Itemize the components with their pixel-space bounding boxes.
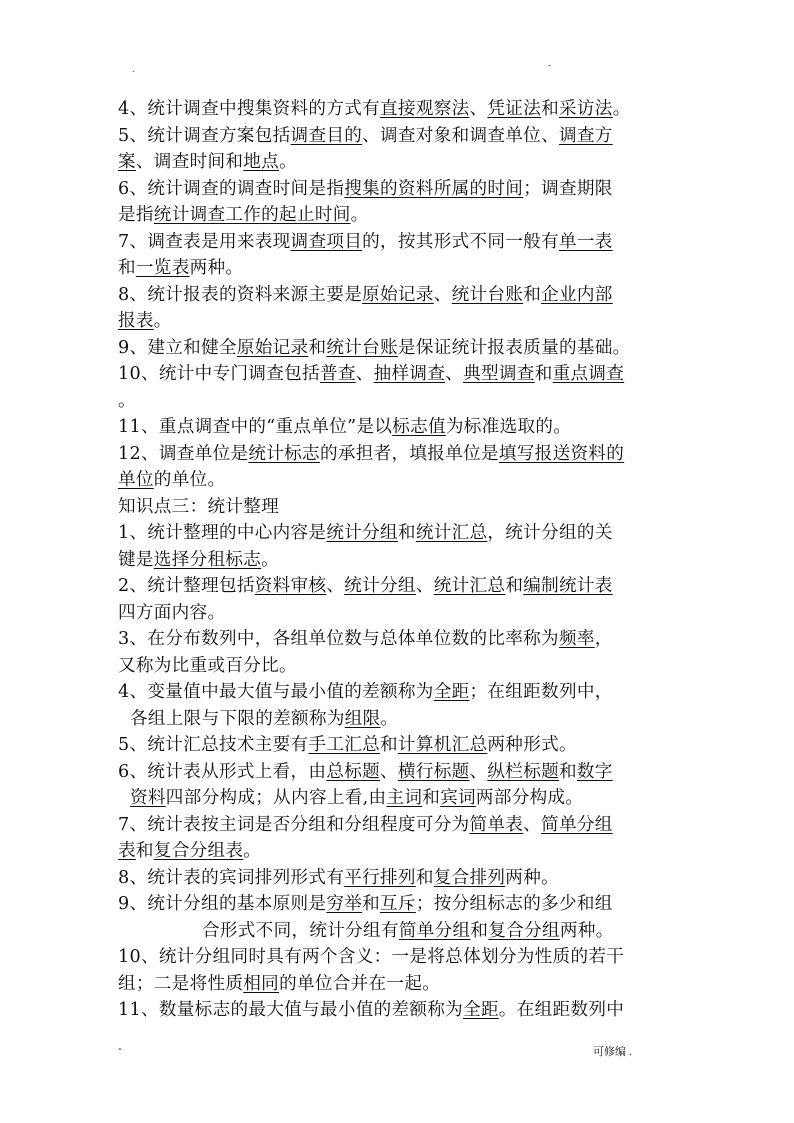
text-segment: 的单位。 — [153, 470, 226, 490]
text-line — [118, 891, 678, 918]
text-segment: 知识点三：统计整理 — [118, 496, 280, 517]
text-line — [118, 600, 678, 627]
underlined-term: 统计台账 — [326, 337, 398, 358]
text-segment: 。 — [243, 841, 262, 861]
text-line — [118, 812, 678, 839]
text-segment: 10、统计分组同时具有两个含义：一是将总体划分为性质的若干 — [118, 947, 625, 967]
text-segment: 的单位合并在一起。 — [279, 973, 441, 994]
underlined-term: 原始记录 — [362, 284, 434, 305]
underlined-term: 复合排列 — [433, 867, 506, 888]
text-line — [118, 388, 678, 415]
text-line — [118, 653, 678, 680]
text-segment: 和 — [415, 867, 434, 888]
text-segment: 8、统计报表的资料来源主要是 — [118, 284, 363, 305]
text-segment: 、 — [469, 99, 488, 119]
underlined-term: 全距 — [463, 1000, 499, 1020]
underlined-term: 单位 — [118, 470, 154, 490]
text-line — [118, 759, 678, 786]
underlined-term: 总标题 — [326, 761, 381, 782]
text-segment: 。 — [350, 205, 369, 225]
text-segment: 各组上限与下限的差额称为 — [130, 708, 345, 729]
text-segment: 、 — [523, 814, 542, 835]
underlined-term: 统计台账 — [451, 284, 524, 305]
text-line — [118, 971, 678, 998]
footer-editable-note: 可修编 . — [593, 1046, 633, 1058]
text-segment: 4、统计调查中搜集资料的方式有 — [118, 99, 381, 119]
text-segment: 。在组距数列中 — [498, 1000, 625, 1020]
text-segment: 5、统计汇总技术主要有 — [118, 735, 309, 755]
text-line — [118, 229, 678, 256]
underlined-term: 普查 — [319, 364, 356, 384]
underlined-term: 宾词 — [440, 788, 476, 808]
underlined-term: 数字 — [576, 761, 613, 782]
text-segment: 。 — [380, 708, 399, 729]
text-segment: ；按分组标志的多少和组 — [415, 894, 613, 914]
text-segment: 4、变量值中最大值与最小值的差额称为 — [118, 682, 434, 702]
text-segment: 为标准选取的。 — [445, 417, 572, 437]
text-line — [118, 308, 678, 335]
text-segment: 11、重点调查中的“重点单位”是以 — [118, 417, 393, 437]
text-segment: 、 — [355, 364, 374, 384]
text-segment: 、调查时间和 — [135, 152, 244, 172]
text-line — [118, 520, 678, 547]
text-segment: 的承担者，填报单位是 — [319, 443, 499, 464]
underlined-term: 原始记录 — [236, 337, 309, 358]
underlined-term: 主词 — [386, 788, 423, 808]
underlined-term: 互斥 — [380, 894, 416, 914]
text-segment: 和 — [505, 576, 524, 596]
text-line — [118, 997, 678, 1024]
text-segment: 组；二是将性质 — [118, 973, 244, 994]
text-segment: 10、统计中专门调查包括 — [118, 364, 320, 384]
underlined-term: 凭证法 — [487, 99, 542, 119]
underlined-term: 直接观察法 — [380, 99, 470, 119]
underlined-term: 相同 — [243, 973, 280, 994]
text-segment: 12、调查单位是 — [118, 443, 249, 464]
text-segment: 。 — [279, 152, 297, 172]
text-line — [118, 176, 678, 203]
text-line — [118, 361, 678, 388]
text-line — [118, 96, 678, 123]
text-line — [118, 414, 678, 441]
text-segment: 和 — [135, 841, 154, 861]
underlined-term: 典型调查 — [463, 364, 535, 384]
text-segment: 、 — [445, 364, 464, 384]
text-line — [118, 838, 678, 865]
underlined-term: 选择分租标志 — [153, 549, 262, 570]
text-segment: 的，按其形式不同一般有 — [362, 231, 559, 252]
text-segment: 又称为比重或百分比。 — [118, 655, 297, 676]
text-segment: ， — [594, 629, 613, 649]
underlined-term: 手工汇总 — [308, 735, 381, 755]
underlined-term: 复合分组 — [488, 920, 560, 941]
underlined-term: 简单表 — [469, 814, 524, 835]
text-line — [118, 255, 678, 282]
footer-left-mark: - — [118, 1043, 122, 1055]
text-segment: 1、统计整理的中心内容是 — [118, 523, 327, 543]
text-segment: ，统计分组的关 — [487, 523, 613, 543]
underlined-term: 抽样调查 — [373, 364, 446, 384]
underlined-term: 统计调查工作的起止时间 — [153, 205, 351, 225]
document-body — [118, 96, 678, 1024]
text-segment: ；在组距数列中， — [469, 682, 613, 702]
header-right-mark: - — [548, 60, 551, 70]
underlined-term: 搜集的资料所属的时间 — [344, 178, 524, 199]
text-segment: ；调查期限 — [523, 178, 613, 199]
text-line — [118, 918, 678, 945]
text-segment: 和 — [380, 735, 398, 755]
text-segment: 。 — [612, 99, 631, 119]
text-segment: 和 — [422, 788, 441, 808]
underlined-term: 全距 — [433, 682, 470, 702]
underlined-term: 频率 — [558, 629, 595, 649]
text-line — [118, 441, 678, 468]
text-line — [118, 785, 678, 812]
underlined-term: 企业内部 — [541, 284, 613, 305]
text-segment: 和 — [470, 920, 489, 941]
text-segment: 和 — [558, 761, 577, 782]
text-segment: 、 — [433, 284, 452, 305]
text-line — [118, 865, 678, 892]
text-segment: 和 — [308, 337, 327, 358]
text-line — [118, 467, 678, 494]
underlined-term: 资料审核 — [254, 576, 327, 596]
text-segment: 两种形式。 — [487, 735, 577, 755]
underlined-term: 计算机汇总 — [397, 735, 488, 755]
text-segment: 和 — [534, 364, 553, 384]
underlined-term: 复合分组表 — [153, 841, 244, 861]
underlined-term: 编制统计表 — [523, 576, 613, 596]
header-left-mark: . — [132, 64, 135, 74]
text-segment: 。 — [261, 549, 280, 570]
underlined-term: 统计分组 — [344, 576, 416, 596]
text-line — [118, 123, 678, 150]
text-segment: 6、统计调查的调查时间是指 — [118, 178, 345, 199]
text-segment: 两种。 — [505, 867, 559, 888]
text-line — [118, 547, 678, 574]
text-segment: 、 — [380, 761, 398, 782]
text-segment: 是指 — [118, 205, 154, 225]
underlined-term: 标志值 — [392, 417, 446, 437]
text-segment: 四部分构成；从内容上看,由 — [165, 788, 387, 808]
text-segment: 7、统计表按主词是否分组和分组程度可分为 — [118, 814, 470, 835]
text-segment: 11、数量标志的最大值与最小值的差额称为 — [118, 1000, 464, 1020]
text-segment: 2、统计整理包括 — [118, 576, 255, 596]
underlined-term: 统计汇总 — [433, 576, 506, 596]
text-segment: 和 — [362, 894, 381, 914]
underlined-term: 表 — [118, 841, 136, 861]
underlined-term: 纵栏标题 — [487, 761, 559, 782]
underlined-term: 组限 — [344, 708, 381, 729]
text-segment: 两种。 — [189, 258, 244, 278]
underlined-term: 平行排列 — [344, 867, 416, 888]
text-segment: 键是 — [118, 549, 154, 570]
text-line — [118, 202, 678, 229]
text-line — [118, 679, 678, 706]
text-line — [118, 732, 678, 759]
underlined-term: 调查目的 — [290, 125, 363, 146]
text-segment: 6、统计表从形式上看，由 — [118, 761, 327, 782]
underlined-term: 单一表 — [558, 231, 613, 252]
text-segment: 。 — [153, 311, 172, 331]
text-segment: 两部分构成。 — [475, 788, 584, 808]
text-segment: 5、统计调查方案包括 — [118, 125, 291, 146]
underlined-term: 案 — [118, 152, 136, 172]
underlined-term: 统计标志 — [248, 443, 320, 464]
text-segment: 9、统计分组的基本原则是 — [118, 894, 327, 914]
text-line — [118, 706, 678, 733]
underlined-term: 简单分组 — [541, 814, 613, 835]
text-segment: 和 — [541, 99, 559, 119]
text-line — [118, 335, 678, 362]
text-segment: 、 — [415, 576, 434, 596]
text-segment: 和 — [118, 258, 136, 278]
underlined-term: 调查项目 — [290, 231, 363, 252]
text-line — [118, 149, 678, 176]
underlined-term: 横行标题 — [397, 761, 470, 782]
text-segment: 和 — [523, 284, 542, 305]
text-segment: 合形式不同，统计分组有 — [202, 920, 399, 941]
underlined-term: 采访法 — [559, 99, 613, 119]
text-segment: 四方面内容。 — [118, 602, 226, 623]
text-segment: 和 — [397, 523, 416, 543]
underlined-term: 调查方 — [558, 125, 613, 146]
text-segment: 、 — [469, 761, 488, 782]
text-segment: 8、统计表的宾词排列形式有 — [118, 867, 345, 888]
text-segment: 。 — [118, 390, 136, 411]
text-line — [118, 573, 678, 600]
text-line — [118, 494, 678, 521]
text-line — [118, 282, 678, 309]
underlined-term: 统计汇总 — [415, 523, 488, 543]
text-segment: 是保证统计报表质量的基础。 — [397, 337, 631, 358]
underlined-term: 资料 — [130, 788, 166, 808]
underlined-term: 报表 — [118, 311, 154, 331]
text-segment: 9、建立和健全 — [118, 337, 237, 358]
text-line — [118, 944, 678, 971]
text-segment: 两种。 — [559, 920, 614, 941]
underlined-term: 填写报送资料的 — [498, 443, 625, 464]
text-segment: 、 — [326, 576, 345, 596]
underlined-term: 统计分组 — [326, 523, 398, 543]
underlined-term: 穷举 — [326, 894, 363, 914]
text-segment: 7、调查表是用来表现 — [118, 231, 291, 252]
underlined-term: 重点调查 — [552, 364, 625, 384]
underlined-term: 简单分组 — [398, 920, 471, 941]
text-line — [118, 626, 678, 653]
underlined-term: 地点 — [243, 152, 280, 172]
text-segment: 3、在分布数列中，各组单位数与总体单位数的比率称为 — [118, 629, 559, 649]
underlined-term: 一览表 — [135, 258, 190, 278]
text-segment: 、调查对象和调查单位、 — [362, 125, 559, 146]
